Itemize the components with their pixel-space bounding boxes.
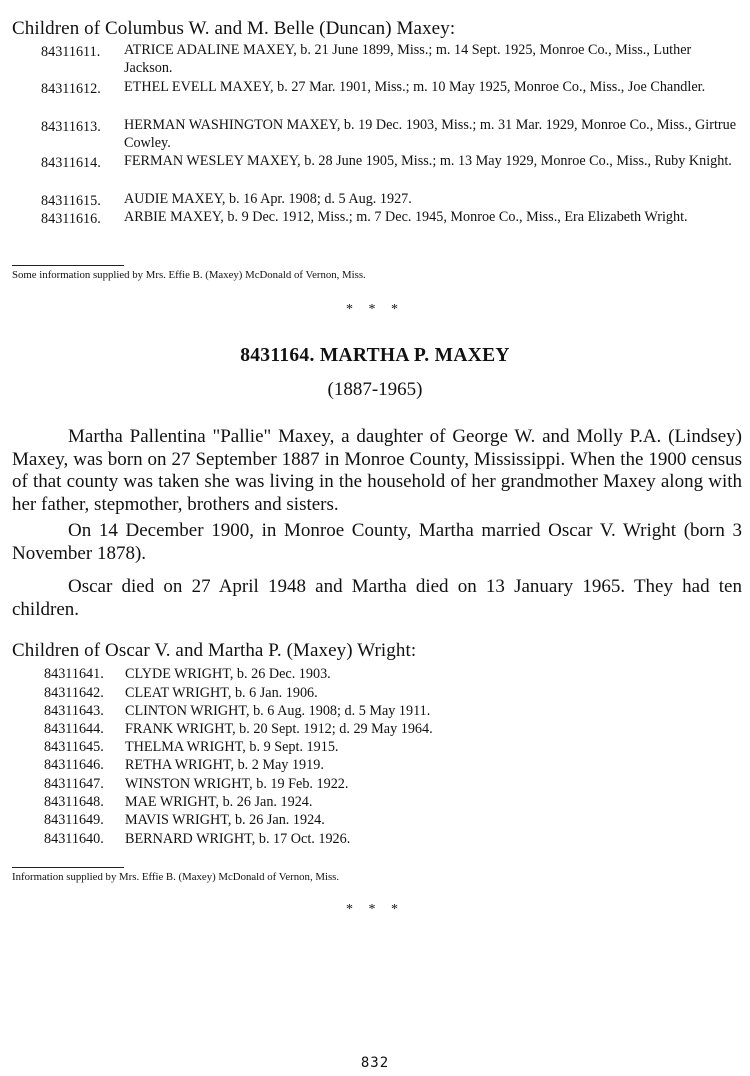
child-entry: AUDIE MAXEY, b. 16 Apr. 1908; d. 5 Aug. 1927. bbox=[124, 191, 412, 207]
child-entry: ATRICE ADALINE MAXEY, b. 21 June 1899, Miss.; m. 14 Sept. 1925, Monroe Co., Miss., Luther Jackson. bbox=[124, 42, 692, 76]
article-paragraph: Martha Pallentina "Pallie" Maxey, a daughter of George W. and Molly P.A. (Lindsey) Maxey, was born on 27 September 1887 in Monroe County, Mississippi. When the 1900 census of that county was taken she was living in the household of her grandmother Maxey along with her father, stepmother, brothers and sisters. bbox=[12, 426, 742, 515]
footnote-rule bbox=[12, 867, 124, 868]
article-paragraph: Oscar died on 27 April 1948 and Martha died on 13 January 1965. They had ten children. bbox=[12, 576, 742, 620]
article-dates: (1887-1965) bbox=[327, 379, 423, 400]
child-entry: CLINTON WRIGHT, b. 6 Aug. 1908; d. 5 May 1911. bbox=[125, 703, 431, 719]
section2-footnote: Information supplied by Mrs. Effie B. (Maxey) McDonald of Vernon, Miss. bbox=[12, 871, 340, 883]
section-separator: * * * bbox=[346, 902, 404, 917]
child-number: 84311611. bbox=[41, 44, 101, 60]
child-number: 84311645. bbox=[44, 739, 104, 755]
child-entry: FERMAN WESLEY MAXEY, b. 28 June 1905, Miss.; m. 13 May 1929, Monroe Co., Miss., Ruby Knight. bbox=[124, 153, 732, 169]
child-number: 84311612. bbox=[41, 81, 101, 97]
child-entry: BERNARD WRIGHT, b. 17 Oct. 1926. bbox=[125, 831, 351, 847]
child-number: 84311644. bbox=[44, 721, 104, 737]
child-entry: MAE WRIGHT, b. 26 Jan. 1924. bbox=[125, 794, 313, 810]
footnote-rule bbox=[12, 265, 124, 266]
child-entry: HERMAN WASHINGTON MAXEY, b. 19 Dec. 1903, Miss.; m. 31 Mar. 1929, Monroe Co., Miss., Girtrue Cowley. bbox=[124, 117, 737, 151]
child-entry: THELMA WRIGHT, b. 9 Sept. 1915. bbox=[125, 739, 339, 755]
child-number: 84311641. bbox=[44, 666, 104, 682]
child-entry: WINSTON WRIGHT, b. 19 Feb. 1922. bbox=[125, 776, 349, 792]
child-number: 84311642. bbox=[44, 685, 104, 701]
child-number: 84311640. bbox=[44, 831, 104, 847]
child-number: 84311643. bbox=[44, 703, 104, 719]
child-number: 84311615. bbox=[41, 193, 101, 209]
child-entry: ETHEL EVELL MAXEY, b. 27 Mar. 1901, Miss.; m. 10 May 1925, Monroe Co., Miss., Joe Chandler. bbox=[124, 79, 706, 95]
child-entry: RETHA WRIGHT, b. 2 May 1919. bbox=[125, 757, 324, 773]
child-number: 84311614. bbox=[41, 155, 101, 171]
child-number: 84311646. bbox=[44, 757, 104, 773]
section2-heading: Children of Oscar V. and Martha P. (Maxey) Wright: bbox=[12, 640, 417, 661]
section1-footnote: Some information supplied by Mrs. Effie B. (Maxey) McDonald of Vernon, Miss. bbox=[12, 269, 366, 281]
article-paragraph: On 14 December 1900, in Monroe County, Martha married Oscar V. Wright (born 3 November 1878). bbox=[12, 520, 742, 564]
child-entry: ARBIE MAXEY, b. 9 Dec. 1912, Miss.; m. 7 Dec. 1945, Monroe Co., Miss., Era Elizabeth Wright. bbox=[124, 209, 688, 225]
section1-heading: Children of Columbus W. and M. Belle (Duncan) Maxey: bbox=[12, 18, 456, 39]
page-number: 832 bbox=[360, 1055, 390, 1071]
child-entry: CLEAT WRIGHT, b. 6 Jan. 1906. bbox=[125, 685, 318, 701]
child-entry: MAVIS WRIGHT, b. 26 Jan. 1924. bbox=[125, 812, 325, 828]
child-entry: FRANK WRIGHT, b. 20 Sept. 1912; d. 29 May 1964. bbox=[125, 721, 433, 737]
child-entry: CLYDE WRIGHT, b. 26 Dec. 1903. bbox=[125, 666, 331, 682]
child-number: 84311649. bbox=[44, 812, 104, 828]
section-separator: * * * bbox=[346, 302, 404, 317]
article-title: 8431164. MARTHA P. MAXEY bbox=[240, 345, 510, 366]
child-number: 84311648. bbox=[44, 794, 104, 810]
child-number: 84311647. bbox=[44, 776, 104, 792]
child-number: 84311616. bbox=[41, 211, 101, 227]
child-number: 84311613. bbox=[41, 119, 101, 135]
